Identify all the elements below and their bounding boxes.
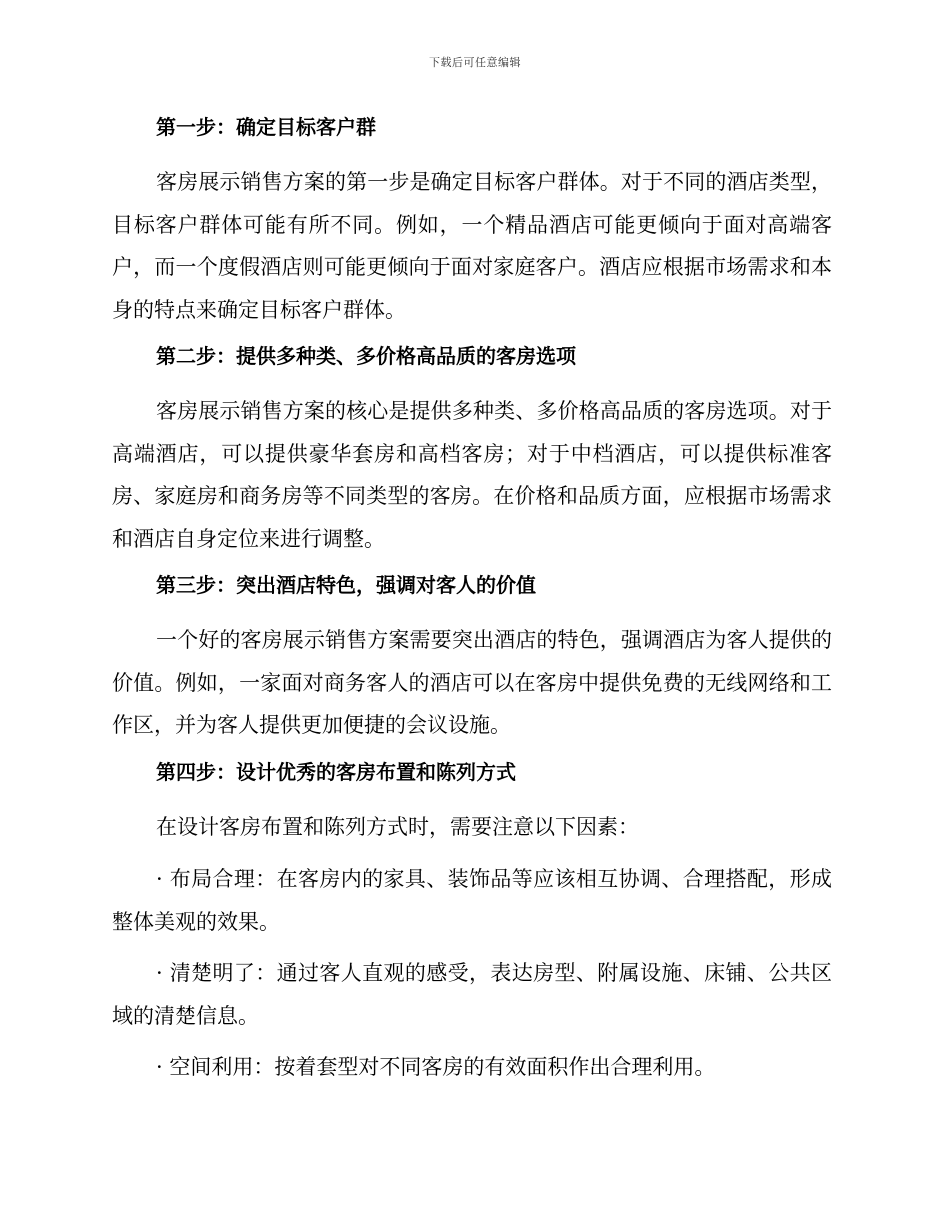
bullet-item-clarity: · 清楚明了：通过客人直观的感受，表达房型、附属设施、床铺、公共区域的清楚信息。 — [112, 961, 832, 1028]
section-heading: 第三步：突出酒店特色，强调对客人的价值 — [156, 573, 536, 597]
section-paragraph: 客房展示销售方案的核心是提供多种类、多价格高品质的客房选项。对于高端酒店，可以提供豪华套房和高档客房；对于中档酒店，可以提供标准客房、家庭房和商务房等不同类型的客房。在价格和品质方面，应根据市场需求和酒店自身定位来进行调整。 — [112, 399, 832, 551]
section-2 — [112, 341, 832, 560]
section-paragraph: 在设计客房布置和陈列方式时，需要注意以下因素： — [156, 814, 639, 839]
section-heading: 第四步：设计优秀的客房布置和陈列方式 — [156, 759, 516, 784]
section-paragraph: 一个好的客房展示销售方案需要突出酒店的特色，强调酒店为客人提供的价值。例如，一家面对商务客人的酒店可以在客房中提供免费的无线网络和工作区，并为客人提供更加便捷的会议设施。 — [112, 628, 832, 737]
page-header: 下载后可任意编辑 — [429, 56, 521, 69]
document-body — [112, 112, 832, 1098]
section-3 — [112, 570, 832, 747]
section-4 — [112, 757, 832, 1089]
section-heading: 第一步：确定目标客户群 — [156, 115, 376, 139]
bullet-item-layout: · 布局合理：在客房内的家具、装饰品等应该相互协调、合理搭配，形成整体美观的效果。 — [112, 867, 832, 934]
section-heading: 第二步：提供多种类、多价格高品质的客房选项 — [156, 344, 576, 368]
section-1 — [112, 112, 832, 331]
section-paragraph: 客房展示销售方案的第一步是确定目标客户群体。对于不同的酒店类型，目标客户群体可能有所不同。例如，一个精品酒店可能更倾向于面对高端客户，而一个度假酒店则可能更倾向于面对家庭客户。酒店应根据市场需求和本身的特点来确定目标客户群体。 — [112, 170, 832, 322]
bullet-item-space: · 空间利用：按着套型对不同客房的有效面积作出合理利用。 — [156, 1055, 716, 1079]
